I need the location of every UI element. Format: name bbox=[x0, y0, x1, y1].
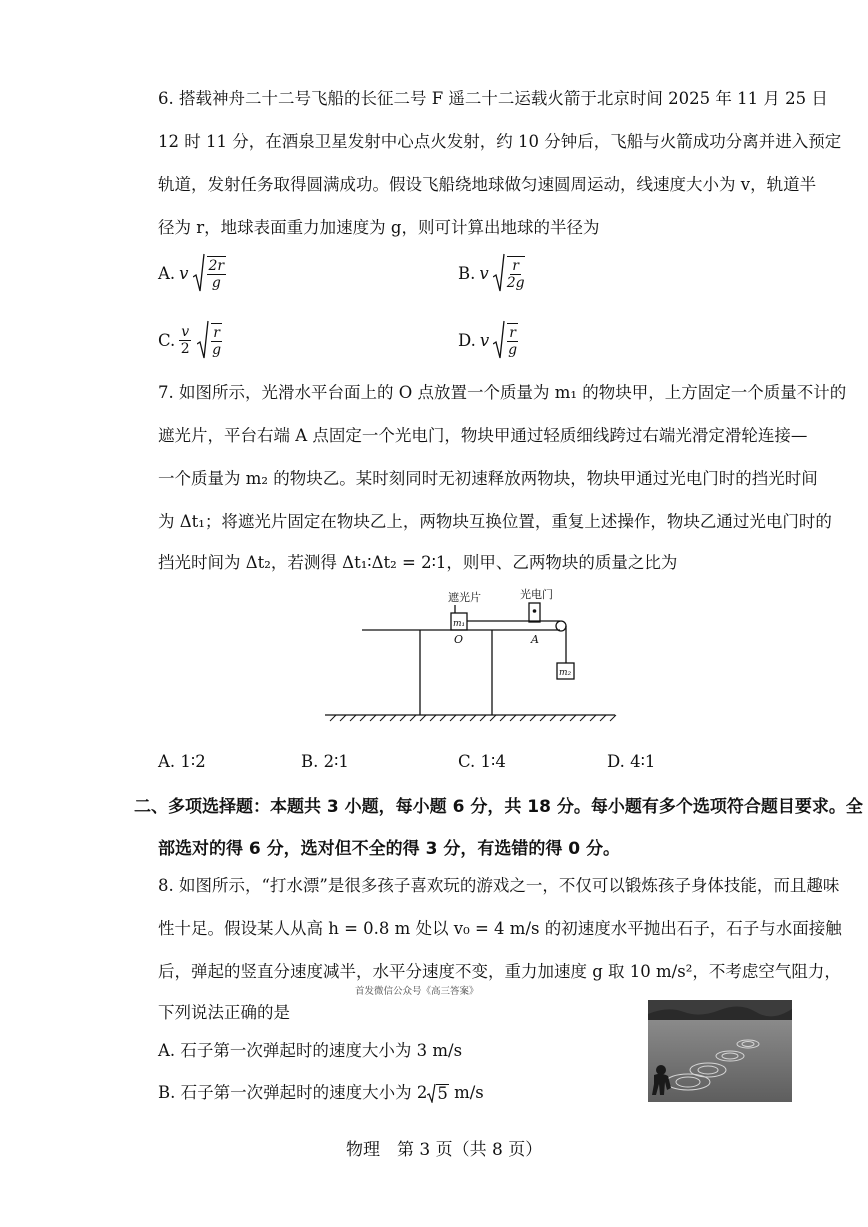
fig-label-a: A bbox=[531, 633, 539, 646]
q8-line2: 性十足。假设某人从高 h = 0.8 m 处以 v₀ = 4 m/s 的初速度水平抛出石子，石子与水面接触 bbox=[158, 919, 842, 938]
page-footer: 物理 第 3 页（共 8 页） bbox=[346, 1140, 543, 1160]
section2-line2: 部选对的得 6 分，选对但不全的得 3 分，有选错的得 0 分。 bbox=[158, 839, 620, 859]
sqrt-symbol: $\frac{2r}{g}$ bbox=[193, 253, 229, 293]
q8-line4: 下列说法正确的是 bbox=[158, 1003, 290, 1022]
q7-figure bbox=[320, 585, 620, 730]
q7-option-b: B. 2∶1 bbox=[301, 752, 349, 771]
section2-line1: 二、多项选择题：本题共 3 小题，每小题 6 分，共 18 分。每小题有多个选项符合题目要求。全 bbox=[134, 797, 863, 817]
fig-label-o: O bbox=[454, 633, 464, 646]
sqrt-symbol: $\frac{r}{g}$ bbox=[493, 320, 520, 360]
q6-line4: 径为 r，地球表面重力加速度为 g，则可计算出地球的半径为 bbox=[158, 218, 600, 237]
sqrt-symbol bbox=[427, 1083, 449, 1103]
sqrt-symbol: $\frac{r}{2g}$ bbox=[493, 253, 527, 293]
fig-label-m2: m₂ bbox=[559, 668, 572, 678]
q7-line4: 为 Δt₁；将遮光片固定在物块乙上，两物块互换位置，重复上述操作，物块乙通过光电门时的 bbox=[158, 512, 832, 531]
q8-line3: 后，弹起的竖直分速度减半，水平分速度不变，重力加速度 g 取 10 m/s²，不考虑空气阻力， bbox=[158, 962, 841, 981]
q6-line1: 6. 搭载神舟二十二号飞船的长征二号 F 遥二十二运载火箭于北京时间 2025 年 11 月 25 日 bbox=[158, 89, 828, 108]
sqrt-symbol: $\frac{r}{g}$ bbox=[197, 320, 224, 360]
q7-line2: 遮光片，平台右端 A 点固定一个光电门，物块甲通过轻质细线跨过右端光滑定滑轮连接— bbox=[158, 426, 808, 445]
stone-skipping-photo bbox=[648, 1000, 792, 1102]
q6-line3: 轨道，发射任务取得圆满成功。假设飞船绕地球做匀速圆周运动，线速度大小为 v，轨道半 bbox=[158, 175, 817, 194]
q7-option-a: A. 1∶2 bbox=[158, 752, 206, 771]
watermark: 首发微信公众号《高三答案》 bbox=[355, 986, 479, 997]
q8-option-b bbox=[158, 1083, 484, 1103]
q8-line1: 8. 如图所示，“打水漂”是很多孩子喜欢玩的游戏之一，不仅可以锻炼孩子身体技能，而且趣味 bbox=[158, 876, 840, 895]
q7-line3: 一个质量为 m₂ 的物块乙。某时刻同时无初速释放两物块，物块甲通过光电门时的挡光时间 bbox=[158, 469, 818, 488]
fig-label-gate: 光电门 bbox=[520, 588, 553, 601]
q7-option-d: D. 4∶1 bbox=[607, 752, 656, 771]
q6-option-b: B. v $\frac{r}{2g}$ bbox=[458, 253, 527, 293]
q8-option-b-unit: m/s bbox=[448, 1083, 484, 1102]
q6-option-c: C. $\frac{v}{2}$ $\frac{r}{g}$ bbox=[158, 320, 224, 360]
q8-option-a: A. 石子第一次弹起时的速度大小为 3 m/s bbox=[158, 1041, 463, 1060]
q8-option-b-text: B. 石子第一次弹起时的速度大小为 2 bbox=[158, 1083, 428, 1102]
q6-option-a: A. v $\frac{2r}{g}$ bbox=[158, 253, 228, 293]
fig-label-shade: 遮光片 bbox=[448, 591, 481, 604]
q7-line5: 挡光时间为 Δt₂，若测得 Δt₁∶Δt₂ = 2∶1，则甲、乙两物块的质量之比为 bbox=[158, 553, 678, 572]
q7-option-c: C. 1∶4 bbox=[458, 752, 506, 771]
q7-line1: 7. 如图所示，光滑水平台面上的 O 点放置一个质量为 m₁ 的物块甲，上方固定一个质量不计的 bbox=[158, 383, 847, 402]
q8-option-b-radicand: 5 bbox=[437, 1083, 448, 1103]
fig-label-m1: m₁ bbox=[453, 619, 466, 629]
q6-line2: 12 时 11 分，在酒泉卫星发射中心点火发射，约 10 分钟后，飞船与火箭成功分离并进入预定 bbox=[158, 132, 842, 151]
q6-option-d: D. v $\frac{r}{g}$ bbox=[458, 320, 520, 360]
